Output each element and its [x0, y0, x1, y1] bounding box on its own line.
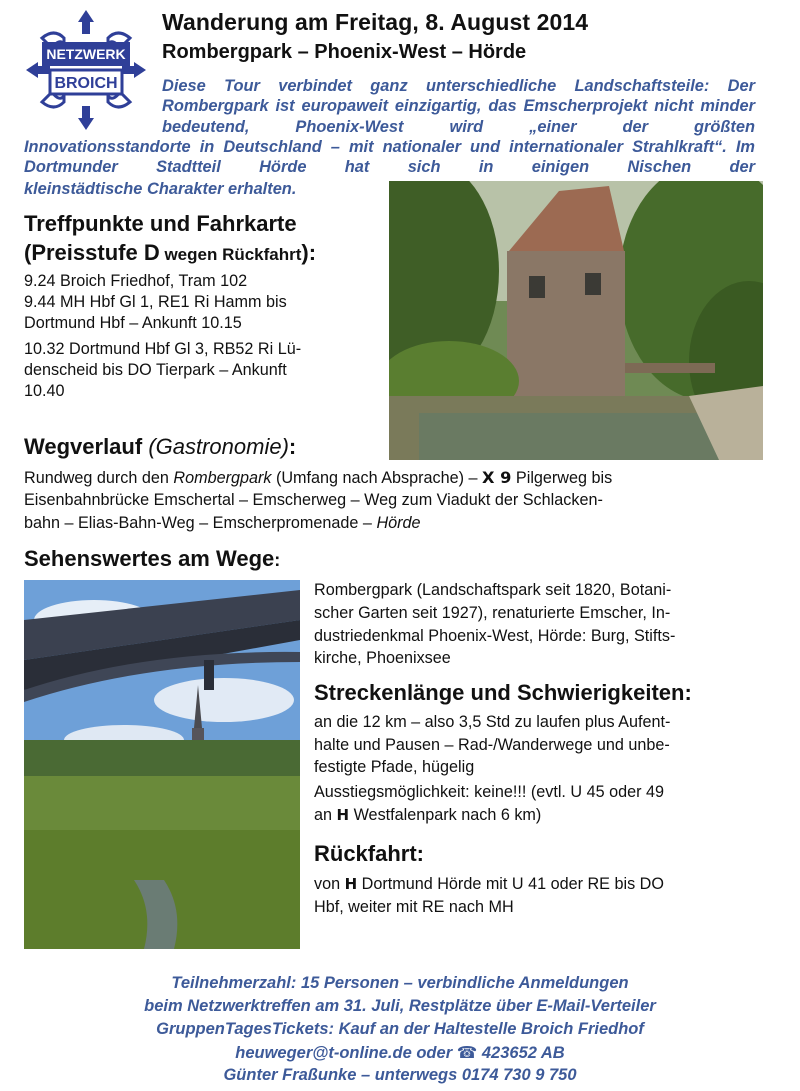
emscher-bridge-photo [24, 580, 300, 949]
route-title: Wegverlauf [24, 434, 143, 459]
exit-text: an [314, 806, 337, 824]
footer-participants: Teilnehmerzahl: 15 Personen – verbindliche Anmeldungen [171, 974, 629, 992]
return-line-1 [314, 874, 664, 896]
route-rombergpark: Rombergpark [173, 469, 272, 487]
footer-leader: Günter Fraßunke – unterwegs 0174 730 9 750 [223, 1066, 577, 1084]
distance-heading: Streckenlänge und Schwierigkeiten: [314, 680, 692, 705]
distance-line: festigte Pfade, hügelig [314, 758, 475, 776]
route-line-1 [24, 467, 612, 490]
contact-email[interactable]: heuweger@t-online.de oder [235, 1044, 457, 1062]
route-text: bahn – Elias-Bahn-Weg – Emscherpromenade – [24, 514, 377, 532]
distance-line: halte und Pausen – Rad-/Wanderwege und unbe- [314, 736, 670, 754]
fare-level: (Preisstufe D [24, 240, 160, 265]
telephone-icon: ☎ [456, 1043, 478, 1062]
route-text: (Umfang nach Absprache) – [271, 469, 483, 487]
sights-title: Sehenswertes am Wege [24, 546, 275, 571]
route-line-2: Eisenbahnbrücke Emschertal – Emscherweg – Weg zum Viadukt der Schlacken- [24, 491, 603, 509]
intro-text-3: kleinstädtische Charakter erhalten. [24, 180, 297, 198]
footer-contact [0, 1043, 800, 1063]
meeting-heading-fare [24, 240, 316, 266]
route-hoerde: Hörde [376, 514, 421, 532]
return-heading: Rückfahrt: [314, 841, 425, 866]
footer-tickets: GruppenTagesTickets: Kauf an der Haltestelle Broich Friedhof [156, 1020, 644, 1038]
meeting-line: 10.40 [24, 382, 65, 400]
distance-line: an die 12 km – also 3,5 Std zu laufen plus Aufent- [314, 713, 671, 731]
sights-line: scher Garten seit 1927), renaturierte Emscher, In- [314, 604, 671, 622]
page-title: Wanderung am Freitag, 8. August 2014 [162, 9, 589, 35]
route-gastronomy-note: (Gastronomie) [148, 434, 289, 459]
sights-colon: : [274, 550, 281, 570]
logo-text-broich: BROICH [54, 75, 118, 92]
fare-note: wegen Rückfahrt [159, 245, 302, 264]
meeting-heading: Treffpunkte und Fahrkarte [24, 211, 297, 236]
route-text: Pilgerweg bis [511, 469, 613, 487]
meeting-line: 9.44 MH Hbf Gl 1, RE1 Ri Hamm bis [24, 293, 287, 311]
return-text: von [314, 875, 345, 893]
sights-line: dustriedenkmal Phoenix-West, Hörde: Burg, Stifts- [314, 627, 676, 645]
netzwerk-broich-logo [24, 8, 148, 132]
contact-phone: 423652 AB [481, 1044, 565, 1062]
intro-text-2: Innovationsstandorte in Deutschland – mit nationaler und internationaler Strahlkraft“. Im Dortmunder Stadtteil Hörde hat sich in einigen Nischen der [24, 138, 755, 177]
sights-line: kirche, Phoenixsee [314, 649, 451, 667]
route-heading [24, 434, 296, 460]
meeting-line: 10.32 Dortmund Hbf Gl 3, RB52 Ri Lü- [24, 340, 302, 358]
meeting-line: 9.24 Broich Friedhof, Tram 102 [24, 272, 248, 290]
logo-text-netzwerk: NETZWERK [46, 46, 126, 62]
meeting-line: denscheid bis DO Tierpark – Ankunft [24, 361, 287, 379]
footer-registration: beim Netzwerktreffen am 31. Juli, Restplätze über E-Mail-Verteiler [144, 997, 656, 1015]
bus-stop-icon: H [344, 875, 358, 893]
trail-marker-x9: X 9 [482, 468, 512, 487]
page-subtitle: Rombergpark – Phoenix-West – Hörde [162, 41, 527, 63]
exit-line-2 [314, 805, 541, 827]
return-text: Dortmund Hörde mit U 41 oder RE bis DO [357, 875, 664, 893]
route-text: Rundweg durch den [24, 469, 174, 487]
sights-line: Rombergpark (Landschaftspark seit 1820, Botani- [314, 581, 672, 599]
fare-close: ): [301, 240, 317, 265]
mill-tower-photo [389, 181, 763, 460]
return-line-2: Hbf, weiter mit RE nach MH [314, 898, 514, 916]
sights-heading [24, 546, 280, 572]
exit-text: Westfalenpark nach 6 km) [349, 806, 542, 824]
exit-line-1: Ausstiegsmöglichkeit: keine!!! (evtl. U 45 oder 49 [314, 783, 664, 801]
route-colon: : [288, 434, 297, 459]
intro-text-1: Diese Tour verbindet ganz unterschiedliche Landschaftsteile: Der Rombergpark ist europaweit einzigartig, das Emscherprojekt nicht minder bedeutend, Phoenix-West wird „einer der größten [162, 77, 755, 136]
route-line-3 [24, 513, 421, 535]
bus-stop-icon: H [336, 806, 350, 824]
meeting-line: Dortmund Hbf – Ankunft 10.15 [24, 314, 242, 332]
